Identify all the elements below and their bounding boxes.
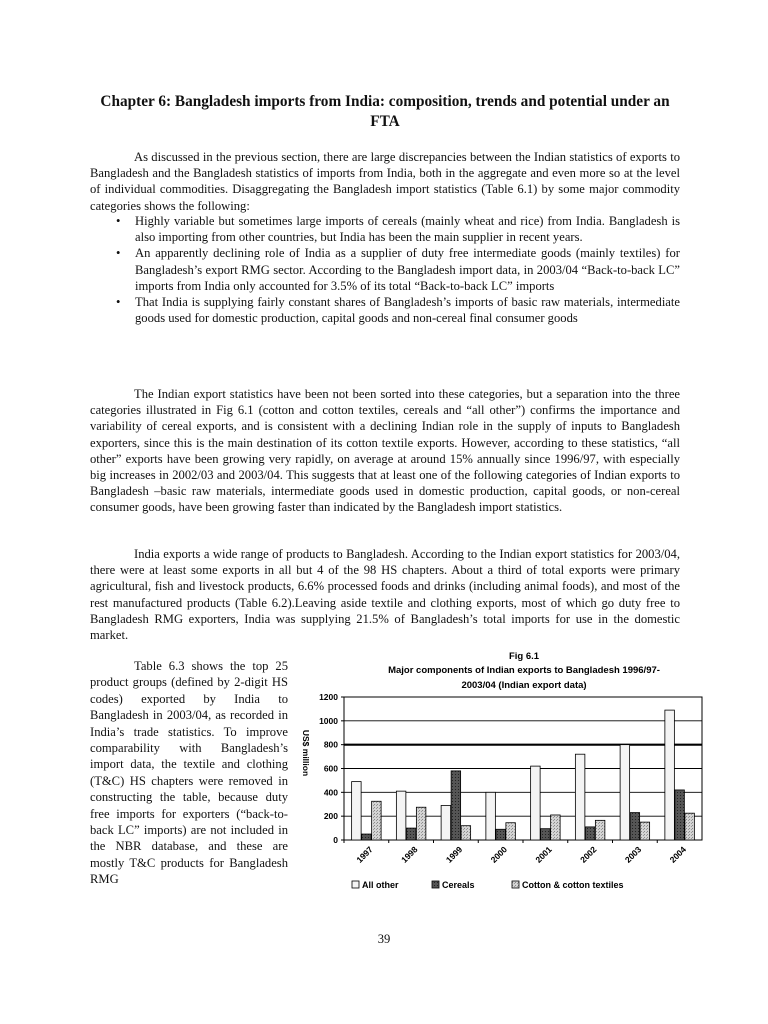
bar-cotton-cotton-textiles	[461, 826, 471, 840]
x-tick-label: 2002	[578, 844, 599, 865]
paragraph-3: India exports a wide range of products to Bangladesh. According to the Indian export statistics for 2003/04, there were at least some exports in all but 4 of the 98 HS chapters. About a third of total exports were primary agricultural, fish and livestock products, 6.6% processed foods and drinks (including animal foods), and most of the rest manufactured products (Table 6.2).Leaving aside textile and clothing exports, most of which go duty free to Bangladesh RMG exporters, India was supplying 21.5% of Bangladesh’s total imports for use in the domestic market.	[90, 547, 680, 643]
bar-cotton-cotton-textiles	[595, 820, 605, 840]
bullet-item	[90, 245, 680, 294]
chapter-title: Chapter 6: Bangladesh imports from India: composition, trends and potential under an FTA	[100, 93, 670, 130]
bullet-icon: •	[116, 246, 121, 261]
bullet-icon: •	[116, 295, 121, 310]
chart-plot-area	[319, 692, 702, 865]
bar-cotton-cotton-textiles	[551, 815, 561, 840]
bar-all-other	[665, 710, 675, 840]
bar-cotton-cotton-textiles	[685, 813, 695, 840]
bar-cotton-cotton-textiles	[372, 801, 382, 840]
page-number: 39	[377, 932, 391, 946]
legend-swatch	[352, 881, 359, 888]
bar-all-other	[575, 754, 585, 840]
x-tick-label: 2000	[488, 844, 510, 865]
bar-cereals	[362, 834, 372, 840]
bar-cereals	[585, 827, 595, 840]
legend-swatch	[512, 881, 519, 888]
figure-label: Fig 6.1	[508, 651, 540, 662]
y-axis-label: US$ million	[301, 729, 311, 777]
x-tick-label: 1998	[399, 844, 420, 865]
bullet-text: Highly variable but sometimes large imports of cereals (mainly wheat and rice) from India. Bangladesh is also importing from other countries, but India has been the main supplier in recent years.	[135, 214, 680, 245]
figure-6-1-chart	[290, 645, 710, 900]
bar-all-other	[352, 782, 362, 840]
bar-cotton-cotton-textiles	[640, 822, 650, 840]
bullet-item	[90, 294, 680, 326]
x-tick-label: 2003	[622, 844, 644, 865]
y-tick-label: 400	[323, 787, 338, 798]
paragraph-2: The Indian export statistics have been not been sorted into these categories, but a separation into the three categories illustrated in Fig 6.1 (cotton and cotton textiles, cereals and “all other”) confirms the importance and variability of cereal exports, and is consistent with a declining Indian role in the supply of inputs to Bangladesh exporters, since this is the main destination of its cotton textile exports. However, according to these statistics, “all other” exports have been growing very rapidly, on average at around 15% annually since 1996/97, with especially big increases in 2002/03 and 2003/04. This suggests that at least one of the following categories of Indian exports to Bangladesh –basic raw materials, intermediate goods used in domestic production, capital goods, or non-cereal consumer goods, have been growing faster than indicated by the Bangladesh import statistics.	[90, 387, 680, 515]
bullet-item	[90, 213, 680, 245]
y-tick-label: 200	[323, 811, 338, 822]
bar-cereals	[496, 829, 506, 840]
bar-cereals	[541, 829, 551, 840]
bar-all-other	[486, 792, 496, 840]
chart-title-line-2: 2003/04 (Indian export data)	[461, 680, 587, 691]
y-tick-label: 600	[323, 763, 338, 774]
y-tick-label: 1200	[319, 692, 338, 702]
chart-legend	[352, 880, 624, 890]
bar-cotton-cotton-textiles	[506, 823, 516, 840]
paragraph-4: Table 6.3 shows the top 25 product groups (defined by 2-digit HS codes) exported by India to Bangladesh in 2003/04, as recorded in India’s trade statistics. To improve comparability with Bangladesh’s import data, the textile and clothing (T&C) HS chapters were removed in constructing the table, because duty free imports for exporters (“back-to-back LC” imports) are not included in the NBR database, and these are mostly T&C products for Bangladesh RMG	[90, 659, 288, 887]
bar-cereals	[451, 771, 461, 840]
legend-label: All other	[362, 880, 399, 890]
y-tick-label: 800	[323, 739, 338, 750]
legend-label: Cotton & cotton textiles	[522, 880, 624, 890]
bar-all-other	[441, 805, 451, 840]
chart-title-line-1: Major components of Indian exports to Bangladesh 1996/97-	[388, 665, 660, 676]
bar-cotton-cotton-textiles	[416, 807, 426, 840]
bar-cereals	[675, 790, 685, 840]
y-tick-label: 1000	[319, 715, 338, 726]
bullet-icon: •	[116, 214, 121, 228]
bullet-text: An apparently declining role of India as a supplier of duty free intermediate goods (mainly textiles) for Bangladesh’s export RMG sector. According to the Bangladesh import data, in 2003/04 “Back-to-back LC” imports from India only accounted for 3.5% of its total “Back-to-back LC” imports	[135, 246, 680, 293]
bar-cereals	[630, 813, 640, 840]
legend-label: Cereals	[442, 880, 475, 890]
bar-cereals	[406, 828, 416, 840]
paragraph-1: As discussed in the previous section, there are large discrepancies between the Indian statistics of exports to Bangladesh and the Bangladesh statistics of imports from India, both in the aggregate and even more so at the level of individual commodities. Disaggregating the Bangladesh import statistics (Table 6.1) by some major commodity categories shows the following:	[90, 150, 680, 213]
x-tick-label: 2001	[533, 844, 554, 865]
legend-swatch	[432, 881, 439, 888]
x-tick-label: 1999	[443, 844, 465, 865]
x-tick-label: 2004	[667, 844, 689, 865]
bullet-list	[90, 213, 680, 326]
bar-all-other	[531, 766, 541, 840]
bar-all-other	[396, 791, 406, 840]
x-tick-label: 1997	[354, 844, 375, 865]
y-tick-label: 0	[333, 835, 338, 845]
bar-all-other	[620, 745, 630, 840]
bullet-text: That India is supplying fairly constant shares of Bangladesh’s imports of basic raw materials, intermediate goods used for domestic production, capital goods and non-cereal final consumer goods	[135, 295, 680, 326]
